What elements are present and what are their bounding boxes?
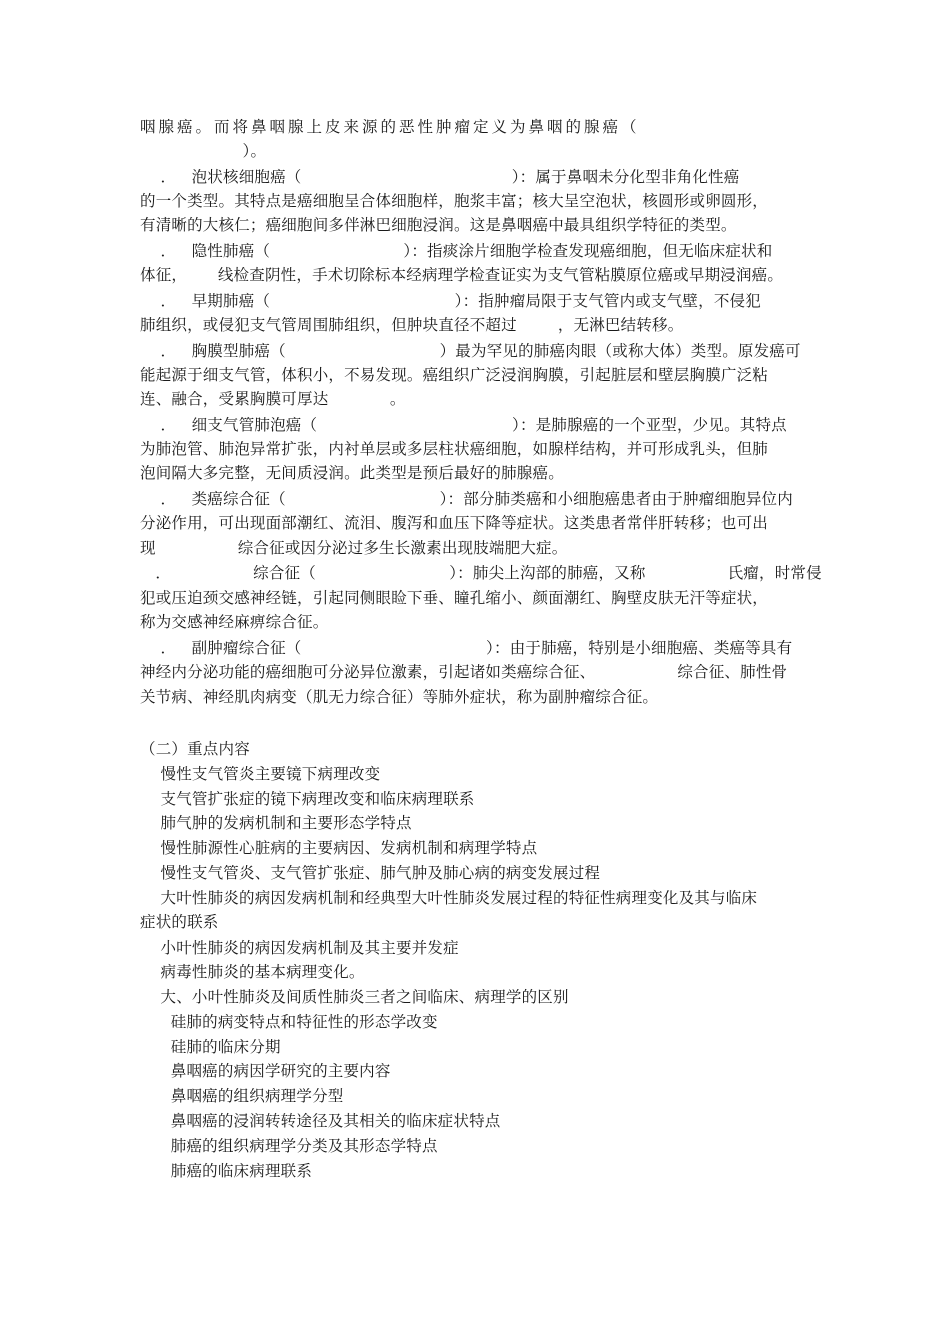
definition-line: 的一个类型。其特点是癌细胞呈合体细胞样，胞浆丰富；核大呈空泡状，核圆形或卵圆形， bbox=[140, 192, 769, 210]
list-item: 鼻咽癌的浸润转转途径及其相关的临床症状特点 bbox=[140, 1112, 501, 1130]
list-item: 鼻咽癌的组织病理学分型 bbox=[140, 1087, 344, 1105]
list-item: 鼻咽癌的病因学研究的主要内容 bbox=[140, 1062, 391, 1080]
list-item: 肺气肿的发病机制和主要形态学特点 bbox=[140, 814, 412, 832]
definition-line: ． 细支气管肺泡癌（ ）：是肺腺癌的一个亚型，少见。其特点 bbox=[140, 416, 787, 434]
section-heading: （二）重点内容 bbox=[140, 740, 250, 758]
list-item: 病毒性肺炎的基本病理变化。 bbox=[140, 963, 365, 981]
definition-line: 犯或压迫颈交感神经链，引起同侧眼睑下垂、瞳孔缩小、颜面潮红、胸壁皮肤无汗等症状， bbox=[140, 589, 769, 607]
definition-line: ． 泡状核细胞癌（ ）：属于鼻咽未分化型非角化性癌 bbox=[140, 168, 740, 186]
definition-line: 有清晰的大核仁；癌细胞间多伴淋巴细胞浸润。这是鼻咽癌中最具组织学特征的类型。 bbox=[140, 216, 737, 234]
list-item: 肺癌的临床病理联系 bbox=[140, 1162, 313, 1180]
list-item: 慢性肺源性心脏病的主要病因、发病机制和病理学特点 bbox=[140, 839, 538, 857]
definition-line: 连、融合，受累胸膜可厚达 。 bbox=[140, 390, 406, 408]
definition-line: 为肺泡管、肺泡异常扩张，内衬单层或多层柱状癌细胞，如腺样结构，并可形成乳头，但肺 bbox=[140, 440, 769, 458]
list-item: 支气管扩张症的镜下病理改变和临床病理联系 bbox=[140, 790, 475, 808]
list-item: 症状的联系 bbox=[140, 913, 219, 931]
definition-line: 体征， 线检查阴性，手术切除标本经病理学检查证实为支气管粘膜原位癌或早期浸润癌。 bbox=[140, 266, 784, 284]
definition-line: ． 综合征（ ）：肺尖上沟部的肺癌，又称 氏瘤，时常侵 bbox=[140, 564, 822, 582]
definition-line: ． 类癌综合征（ ）：部分肺类癌和小细胞癌患者由于肿瘤细胞异位内 bbox=[140, 490, 793, 508]
list-item: 硅肺的临床分期 bbox=[140, 1038, 281, 1056]
list-item: 慢性支气管炎主要镜下病理改变 bbox=[140, 765, 381, 783]
definition-line: 咽腺癌。而将鼻咽腺上皮来源的恶性肿瘤定义为鼻咽的腺癌（ bbox=[140, 118, 640, 136]
definition-line: ． 副肿瘤综合征（ ）：由于肺癌，特别是小细胞癌、类癌等具有 bbox=[140, 639, 793, 657]
definition-line: ． 早期肺癌（ ）：指肿瘤局限于支气管内或支气壁，不侵犯 bbox=[140, 292, 761, 310]
definition-line: 神经内分泌功能的癌细胞可分泌异位激素，引起诸如类癌综合征、 综合征、肺性骨 bbox=[140, 663, 788, 681]
definition-line: 能起源于细支气管，体积小，不易发现。癌组织广泛浸润胸膜，引起脏层和壁层胸膜广泛粘 bbox=[140, 366, 769, 384]
definition-line: 分泌作用，可出现面部潮红、流泪、腹泻和血压下降等症状。这类患者常伴肝转移；也可出 bbox=[140, 514, 769, 532]
definition-line: ）。 bbox=[140, 142, 267, 160]
definition-line: 关节病、神经肌肉病变（肌无力综合征）等肺外症状，称为副肿瘤综合征。 bbox=[140, 688, 659, 706]
definition-line: ． 胸膜型肺癌（ ）最为罕见的肺癌肉眼（或称大体）类型。原发癌可 bbox=[140, 342, 801, 360]
list-item: 肺癌的组织病理学分类及其形态学特点 bbox=[140, 1137, 438, 1155]
list-item: 硅肺的病变特点和特征性的形态学改变 bbox=[140, 1013, 438, 1031]
definition-line: 肺组织，或侵犯支气管周围肺组织，但肿块直径不超过 ，无淋巴结转移。 bbox=[140, 316, 684, 334]
list-item: 小叶性肺炎的病因发病机制及其主要并发症 bbox=[140, 939, 459, 957]
definition-line: 泡间隔大多完整，无间质浸润。此类型是预后最好的肺腺癌。 bbox=[140, 464, 564, 482]
list-item: 大叶性肺炎的病因发病机制和经典型大叶性肺炎发展过程的特征性病理变化及其与临床 bbox=[140, 889, 758, 907]
list-item: 大、小叶性肺炎及间质性肺炎三者之间临床、病理学的区别 bbox=[140, 988, 569, 1006]
definition-line: 现 综合征或因分泌过多生长激素出现肢端肥大症。 bbox=[140, 539, 568, 557]
list-item: 慢性支气管炎、支气管扩张症、肺气肿及肺心病的病变发展过程 bbox=[140, 864, 601, 882]
definition-line: 称为交感神经麻痹综合征。 bbox=[140, 613, 329, 631]
definition-line: ． 隐性肺癌（ ）：指痰涂片细胞学检查发现癌细胞，但无临床症状和 bbox=[140, 242, 773, 260]
